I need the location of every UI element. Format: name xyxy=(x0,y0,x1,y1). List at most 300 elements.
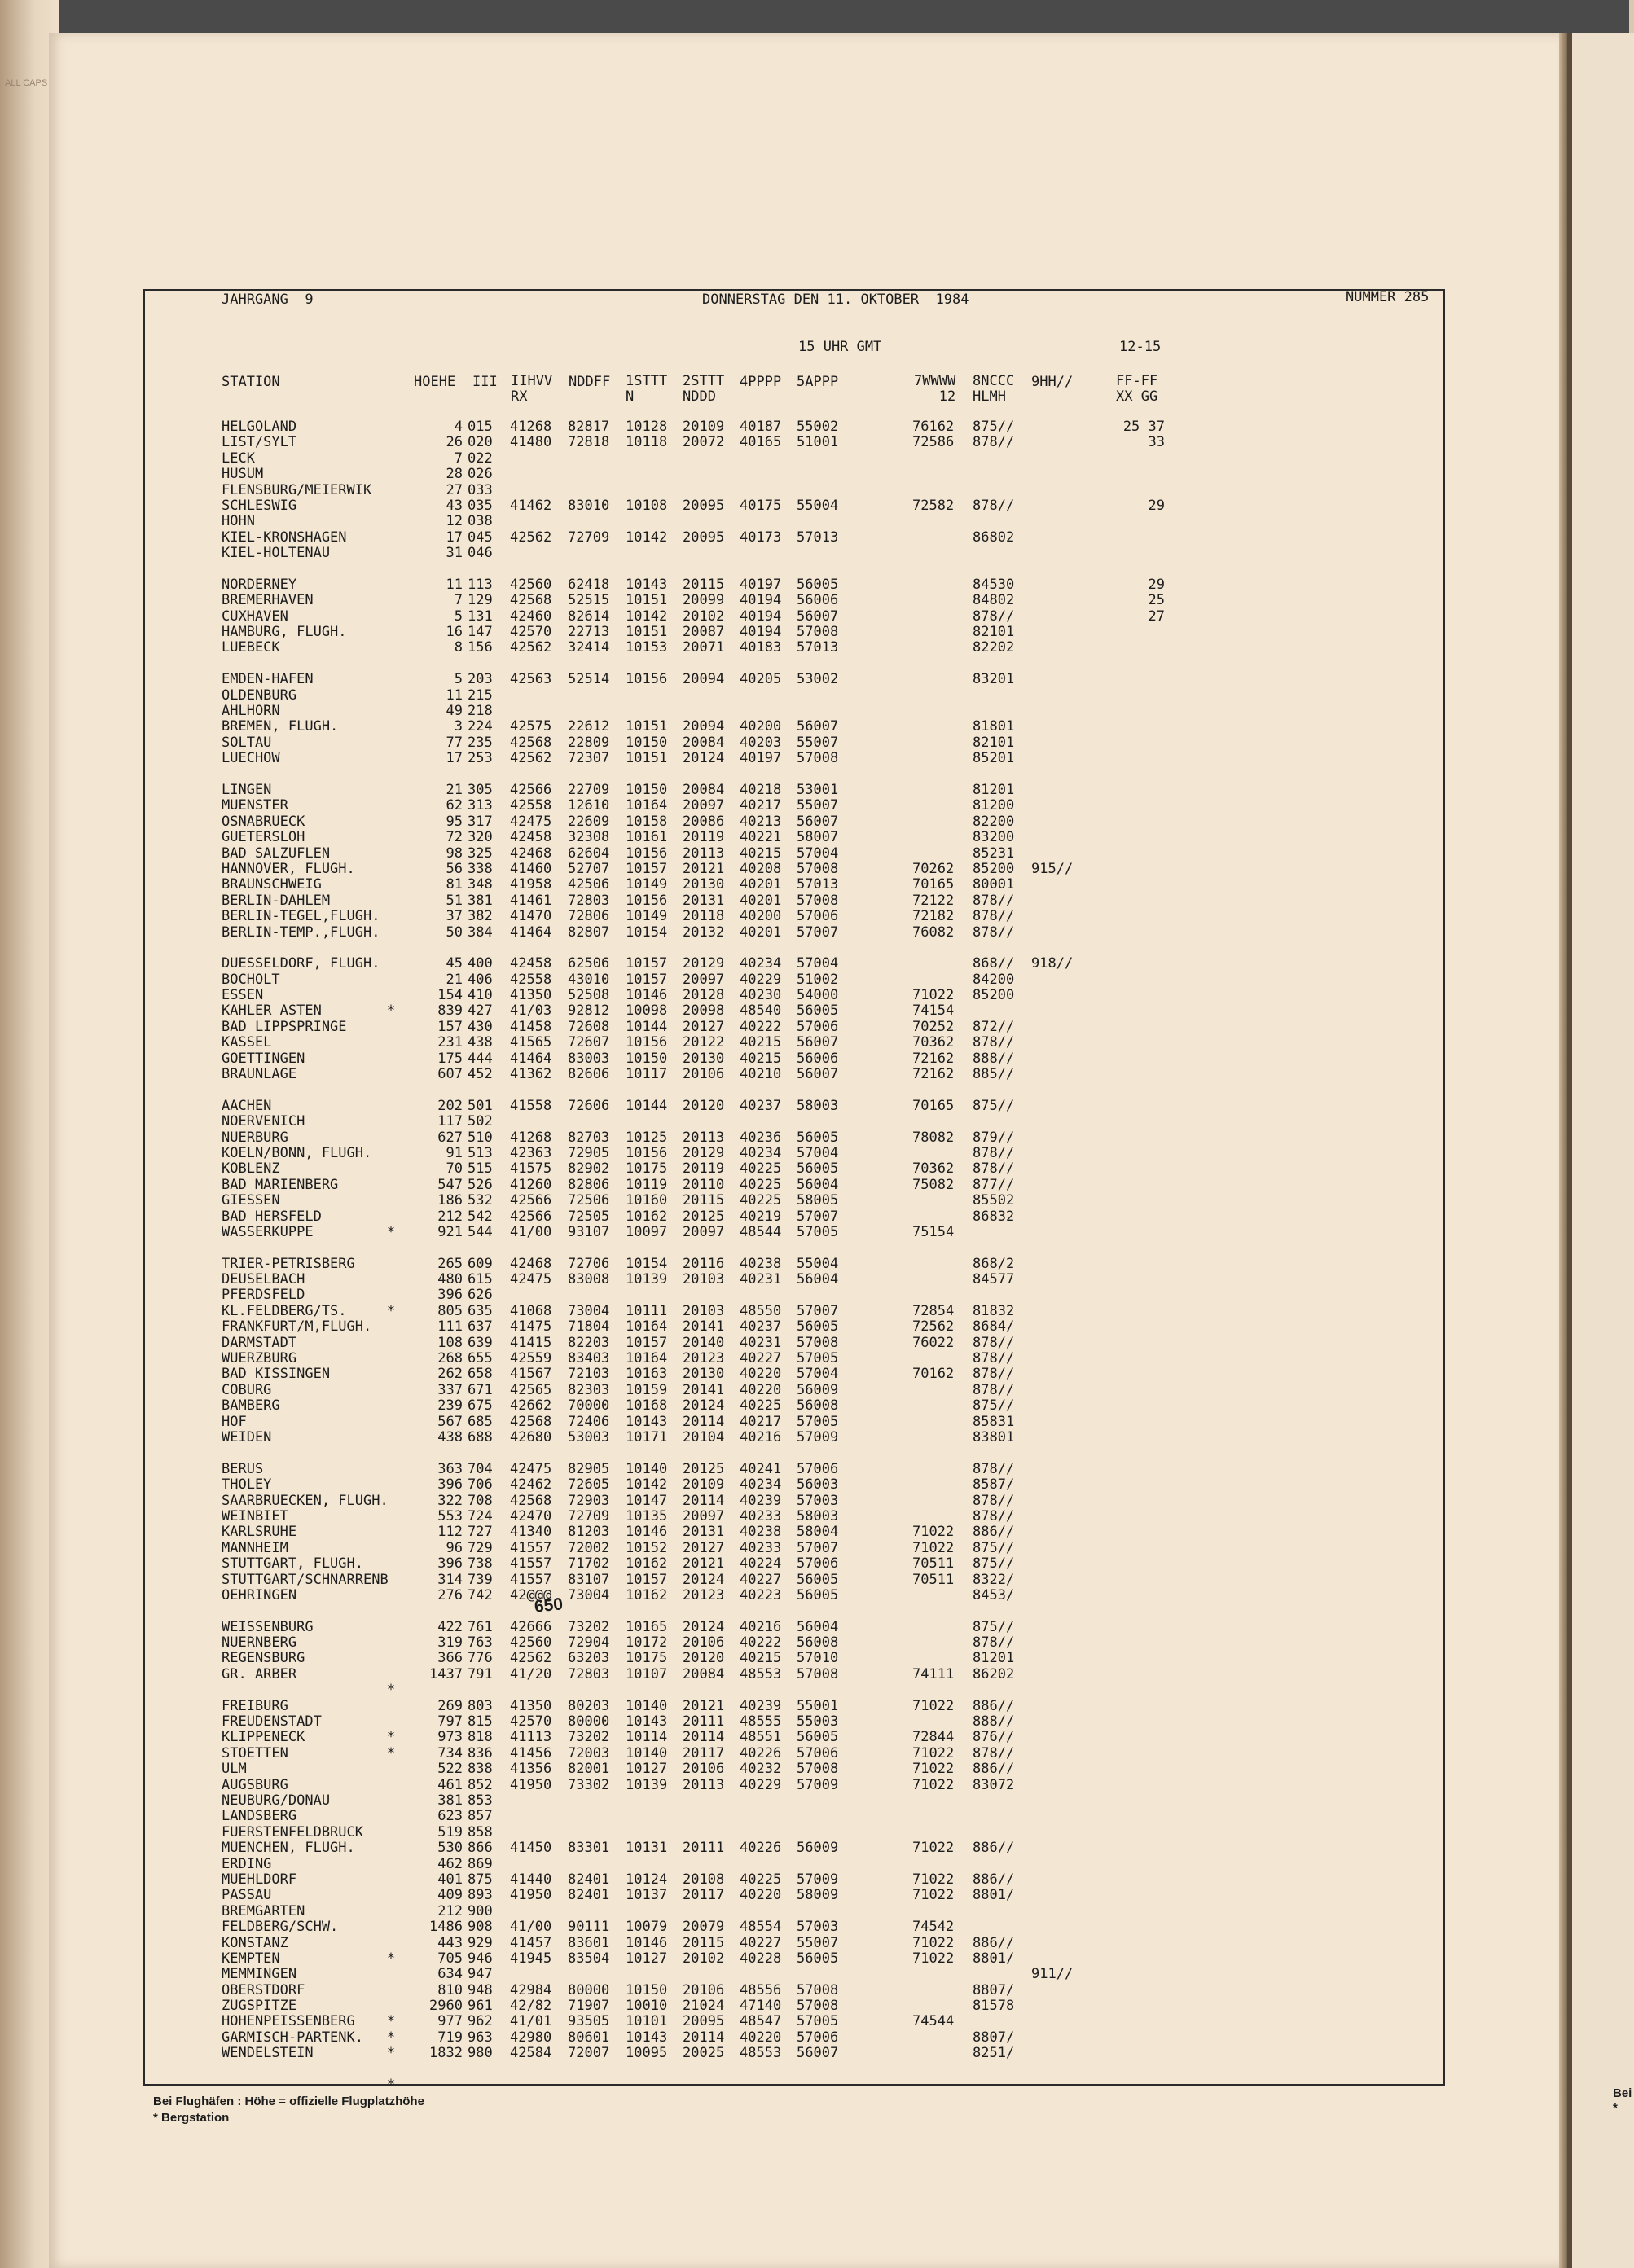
7wwww-cell: 70511 xyxy=(912,1571,955,1588)
nddff-cell: 83003 xyxy=(568,1050,610,1067)
4pppp-cell: 40173 xyxy=(740,529,782,546)
ffff-cell xyxy=(1106,1051,1165,1067)
ffff-cell xyxy=(1106,814,1165,830)
4pppp-cell: 40239 xyxy=(740,1492,782,1509)
iihvv-cell: 42566 xyxy=(510,781,552,798)
berg-marker xyxy=(383,846,399,862)
7wwww-cell xyxy=(912,467,954,482)
iii-cell: 675 xyxy=(468,1397,493,1415)
1sttt-cell xyxy=(626,1904,667,1919)
2sttt-cell: 20128 xyxy=(683,987,725,1004)
berg-marker xyxy=(383,735,399,751)
4pppp-cell: 40175 xyxy=(740,497,782,514)
8nccc-cell: 885// xyxy=(973,1066,1015,1083)
2sttt-cell: 20132 xyxy=(683,923,725,941)
4pppp-cell: 40183 xyxy=(740,639,782,656)
1sttt-cell xyxy=(626,1603,667,1619)
4pppp-cell: 40233 xyxy=(740,1507,782,1524)
9hh-cell xyxy=(1031,577,1073,593)
iii-cell: 215 xyxy=(468,687,493,704)
berg-marker xyxy=(383,1020,399,1035)
ffff-cell xyxy=(1106,1082,1165,1098)
hoehe-cell: 409 xyxy=(437,1887,463,1904)
ffff-cell xyxy=(1106,1509,1165,1524)
4pppp-cell: 40216 xyxy=(740,1618,782,1635)
5appp-cell xyxy=(797,688,838,704)
9hh-cell xyxy=(1031,814,1073,830)
berg-marker xyxy=(383,688,399,704)
ffff-cell xyxy=(1106,1603,1165,1619)
ffff-cell xyxy=(1106,1067,1165,1082)
iii-cell: 381 xyxy=(468,892,493,909)
iii-cell: 858 xyxy=(468,1823,493,1840)
8nccc-cell xyxy=(973,1114,1014,1130)
iihvv-cell: 42984 xyxy=(510,1981,552,1998)
iii-cell: 947 xyxy=(468,1966,493,1983)
ffff-cell xyxy=(1106,530,1165,546)
nddff-cell xyxy=(568,1082,609,1098)
station-name: NORDERNEY xyxy=(222,576,297,593)
7wwww-cell xyxy=(912,1998,954,2014)
nddff-cell: 81203 xyxy=(568,1524,610,1541)
9hh-cell xyxy=(1031,1620,1073,1635)
iihvv-cell: 42584 xyxy=(510,2045,552,2062)
4pppp-cell xyxy=(740,451,781,467)
nddff-cell: 90111 xyxy=(568,1919,610,1936)
nddff-cell: 72406 xyxy=(568,1413,610,1430)
station-name: KOBLENZ xyxy=(222,1160,280,1178)
1sttt-cell: 10127 xyxy=(626,1950,668,1967)
7wwww-cell xyxy=(912,1793,954,1809)
nddff-cell: 73004 xyxy=(568,1302,610,1319)
4pppp-cell xyxy=(740,704,781,719)
hoehe-cell xyxy=(407,1082,463,1098)
7wwww-cell xyxy=(912,1967,954,1982)
4pppp-cell: 40220 xyxy=(740,1366,782,1383)
iii-cell: 382 xyxy=(468,908,493,925)
station-name: COBURG xyxy=(222,1381,272,1398)
1sttt-cell: 10095 xyxy=(626,2045,668,2062)
7wwww-cell: 70362 xyxy=(912,1034,955,1051)
hoehe-cell: 396 xyxy=(437,1476,463,1494)
2sttt-cell: 20097 xyxy=(683,797,725,814)
berg-marker xyxy=(383,419,399,435)
header-nddff: NDDFF xyxy=(569,374,611,390)
4pppp-cell: 40208 xyxy=(740,860,782,877)
ffff-cell xyxy=(1106,1682,1165,1698)
hoehe-cell: 37 xyxy=(446,908,463,925)
2sttt-cell: 20120 xyxy=(683,1097,725,1114)
7wwww-cell xyxy=(912,1082,954,1098)
2sttt-cell: 20130 xyxy=(683,876,725,893)
9hh-cell xyxy=(1031,451,1073,467)
iii-cell: 502 xyxy=(468,1113,493,1130)
4pppp-cell: 48555 xyxy=(740,1713,782,1731)
station-name: GOETTINGEN xyxy=(222,1050,305,1067)
volume-label: JAHRGANG 9 xyxy=(222,292,314,308)
iihvv-cell xyxy=(510,467,551,482)
8nccc-cell xyxy=(973,1857,1014,1872)
iihvv-cell: 41/00 xyxy=(510,1223,552,1240)
ffff-cell xyxy=(1106,972,1165,988)
hoehe-cell: 623 xyxy=(437,1808,463,1825)
4pppp-cell: 40197 xyxy=(740,750,782,767)
2sttt-cell: 20117 xyxy=(683,1744,725,1761)
4pppp-cell: 40194 xyxy=(740,592,782,609)
8nccc-cell: 878// xyxy=(973,1034,1015,1051)
7wwww-cell: 71022 xyxy=(912,1887,955,1904)
nddff-cell: 71702 xyxy=(568,1555,610,1573)
2sttt-cell xyxy=(683,656,724,672)
station-name xyxy=(222,656,389,672)
7wwww-cell xyxy=(912,483,954,498)
nddff-cell: 72003 xyxy=(568,1744,610,1761)
4pppp-cell: 40217 xyxy=(740,1413,782,1430)
ffff-cell xyxy=(1106,1398,1165,1414)
iii-cell xyxy=(468,1240,493,1256)
iii-cell: 704 xyxy=(468,1460,493,1477)
4pppp-cell xyxy=(740,1967,781,1982)
2sttt-cell: 20116 xyxy=(683,1255,725,1272)
2sttt-cell: 20087 xyxy=(683,624,725,641)
1sttt-cell: 10160 xyxy=(626,1192,668,1209)
iii-cell: 626 xyxy=(468,1287,493,1304)
header-4pppp: 4PPPP xyxy=(740,374,782,390)
1sttt-cell: 10157 xyxy=(626,1571,668,1588)
4pppp-cell: 40210 xyxy=(740,1066,782,1083)
8nccc-cell: 84200 xyxy=(973,971,1015,988)
1sttt-cell xyxy=(626,704,667,719)
header-station: STATION xyxy=(222,374,280,390)
nddff-cell: 73202 xyxy=(568,1729,610,1746)
hoehe-cell: 3 xyxy=(454,718,463,735)
8nccc-cell: 886// xyxy=(973,1761,1015,1778)
8nccc-cell xyxy=(973,1003,1014,1019)
column-hoehe xyxy=(407,419,463,2062)
iii-cell: 980 xyxy=(468,2045,493,2062)
1sttt-cell: 10151 xyxy=(626,624,668,641)
iii-cell: 038 xyxy=(468,513,493,530)
iii-cell: 325 xyxy=(468,844,493,862)
2sttt-cell: 20113 xyxy=(683,1129,725,1146)
2sttt-cell xyxy=(683,767,724,783)
berg-marker xyxy=(383,1398,399,1414)
ffff-cell xyxy=(1106,1114,1165,1130)
iii-cell: 671 xyxy=(468,1381,493,1398)
hoehe-cell: 337 xyxy=(437,1381,463,1398)
1sttt-cell: 10139 xyxy=(626,1776,668,1793)
hoehe-cell: 553 xyxy=(437,1507,463,1524)
2sttt-cell: 20127 xyxy=(683,1539,725,1556)
nddff-cell: 72803 xyxy=(568,1665,610,1682)
5appp-cell: 57013 xyxy=(797,529,839,546)
1sttt-cell: 10162 xyxy=(626,1555,668,1573)
iihvv-cell: 41958 xyxy=(510,876,552,893)
9hh-cell xyxy=(1031,1035,1073,1051)
7wwww-cell: 72586 xyxy=(912,434,955,451)
1sttt-cell: 10118 xyxy=(626,434,668,451)
hoehe-cell: 921 xyxy=(437,1223,463,1240)
7wwww-cell xyxy=(912,609,954,625)
hoehe-cell: 607 xyxy=(437,1066,463,1083)
2sttt-cell xyxy=(683,562,724,577)
hoehe-cell xyxy=(407,941,463,956)
nddff-cell: 83504 xyxy=(568,1950,610,1967)
iii-cell: 020 xyxy=(468,434,493,451)
berg-marker xyxy=(383,814,399,830)
berg-marker xyxy=(383,577,399,593)
2sttt-cell: 20094 xyxy=(683,718,725,735)
iii-cell: 908 xyxy=(468,1919,493,1936)
berg-marker xyxy=(383,1209,399,1225)
iii-cell: 438 xyxy=(468,1034,493,1051)
5appp-cell xyxy=(797,1793,838,1809)
1sttt-cell: 10149 xyxy=(626,908,668,925)
2sttt-cell xyxy=(683,514,724,529)
iihvv-cell xyxy=(510,1809,551,1824)
iihvv-cell: 42475 xyxy=(510,1460,552,1477)
9hh-cell xyxy=(1031,1462,1073,1477)
4pppp-cell xyxy=(740,688,781,704)
berg-marker xyxy=(383,798,399,814)
2sttt-cell: 20079 xyxy=(683,1919,725,1936)
berg-marker xyxy=(383,1620,399,1635)
5appp-cell: 56009 xyxy=(797,1840,839,1857)
hoehe-cell: 322 xyxy=(437,1492,463,1509)
8nccc-cell: 878// xyxy=(973,1144,1015,1161)
iii-cell: 948 xyxy=(468,1981,493,1998)
iihvv-cell: 42460 xyxy=(510,608,552,625)
iii-cell xyxy=(468,1445,493,1461)
berg-marker xyxy=(383,1114,399,1130)
iii-cell: 338 xyxy=(468,860,493,877)
9hh-cell xyxy=(1031,909,1073,924)
berg-marker: * xyxy=(386,1302,396,1319)
iihvv-cell: 42@@@ xyxy=(510,1586,552,1603)
iihvv-cell: 41/01 xyxy=(510,2013,552,2030)
hoehe-cell: 443 xyxy=(437,1934,463,1951)
9hh-cell xyxy=(1031,2109,1073,2125)
5appp-cell xyxy=(797,1240,838,1256)
station-name: MEMMINGEN xyxy=(222,1966,297,1983)
hoehe-cell: 51 xyxy=(446,892,463,909)
1sttt-cell: 10156 xyxy=(626,1034,668,1051)
iihvv-cell: 41458 xyxy=(510,1018,552,1035)
berg-marker xyxy=(383,862,399,877)
7wwww-cell: 72854 xyxy=(912,1302,955,1319)
5appp-cell: 56004 xyxy=(797,1176,839,1193)
5appp-cell: 56005 xyxy=(797,576,839,593)
7wwww-cell xyxy=(912,1462,954,1477)
ffff-cell xyxy=(1106,1288,1165,1303)
9hh-cell xyxy=(1031,751,1073,766)
2sttt-cell: 20106 xyxy=(683,1634,725,1652)
scanner-background xyxy=(0,0,1629,33)
iihvv-cell: 42563 xyxy=(510,671,552,688)
berg-marker xyxy=(383,1541,399,1556)
8nccc-cell: 82202 xyxy=(973,639,1015,656)
station-name: DUESSELDORF, FLUGH. xyxy=(222,955,380,972)
iii-cell: 875 xyxy=(468,1871,493,1888)
9hh-cell xyxy=(1031,2125,1073,2140)
1sttt-cell: 10164 xyxy=(626,1318,668,1336)
1sttt-cell: 10163 xyxy=(626,1366,668,1383)
7wwww-cell xyxy=(912,1603,954,1619)
2sttt-cell xyxy=(683,1240,724,1256)
iii-cell: 348 xyxy=(468,876,493,893)
7wwww-cell xyxy=(912,1288,954,1303)
station-name: MANNHEIM xyxy=(222,1539,288,1556)
5appp-cell: 55001 xyxy=(797,1697,839,1714)
4pppp-cell: 40220 xyxy=(740,1887,782,1904)
hoehe-cell: 461 xyxy=(437,1776,463,1793)
iii-cell: 444 xyxy=(468,1050,493,1067)
9hh-cell xyxy=(1031,688,1073,704)
column-berg-marker xyxy=(383,419,399,2093)
8nccc-cell: 80001 xyxy=(973,876,1015,893)
1sttt-cell: 10146 xyxy=(626,1524,668,1541)
ffff-cell xyxy=(1106,656,1165,672)
1sttt-cell: 10150 xyxy=(626,1050,668,1067)
iii-cell: 706 xyxy=(468,1476,493,1494)
iihvv-cell: 42475 xyxy=(510,813,552,830)
7wwww-cell: 72162 xyxy=(912,1050,955,1067)
observation-time: 15 UHR GMT xyxy=(798,339,882,355)
nddff-cell xyxy=(568,1825,609,1840)
nddff-cell xyxy=(568,767,609,783)
station-name: KAHLER ASTEN xyxy=(222,1002,322,1020)
2sttt-cell xyxy=(683,688,724,704)
2sttt-cell xyxy=(683,1904,724,1919)
7wwww-cell xyxy=(912,2046,954,2061)
2sttt-cell xyxy=(683,483,724,498)
2sttt-cell xyxy=(683,1809,724,1824)
hoehe-cell: 212 xyxy=(437,1902,463,1919)
berg-marker xyxy=(383,767,399,783)
iii-cell xyxy=(468,1682,493,1698)
berg-marker xyxy=(383,1778,399,1793)
station-name: WENDELSTEIN xyxy=(222,2045,314,2062)
nddff-cell: 82606 xyxy=(568,1066,610,1083)
5appp-cell: 57010 xyxy=(797,1650,839,1667)
iihvv-cell xyxy=(510,704,551,719)
iihvv-cell: 41440 xyxy=(510,1871,552,1888)
hoehe-cell: 734 xyxy=(437,1744,463,1761)
header-2sttt: 2STTT NDDD xyxy=(683,373,725,405)
7wwww-cell: 71022 xyxy=(912,1539,955,1556)
2sttt-cell: 20111 xyxy=(683,1713,725,1731)
2sttt-cell: 20109 xyxy=(683,419,725,435)
4pppp-cell xyxy=(740,467,781,482)
iii-cell: 022 xyxy=(468,450,493,467)
hoehe-cell: 5 xyxy=(454,608,463,625)
5appp-cell: 56004 xyxy=(797,1271,839,1288)
9hh-cell xyxy=(1031,1682,1073,1698)
berg-marker xyxy=(383,1257,399,1272)
1sttt-cell xyxy=(626,941,667,956)
handwritten-correction: 650 xyxy=(533,1595,564,1617)
ffff-cell xyxy=(1106,1872,1165,1888)
9hh-cell xyxy=(1031,2030,1073,2046)
7wwww-cell: 72562 xyxy=(912,1318,955,1336)
iii-cell: 900 xyxy=(468,1902,493,1919)
1sttt-cell: 10124 xyxy=(626,1871,668,1888)
nddff-cell: 72505 xyxy=(568,1208,610,1225)
2sttt-cell: 20140 xyxy=(683,1334,725,1351)
hoehe-cell: 396 xyxy=(437,1555,463,1573)
5appp-cell: 57008 xyxy=(797,860,839,877)
7wwww-cell xyxy=(912,514,954,529)
iihvv-cell xyxy=(510,688,551,704)
iii-cell: 203 xyxy=(468,671,493,688)
8nccc-cell: 875// xyxy=(973,419,1015,435)
8nccc-cell: 85200 xyxy=(973,987,1015,1004)
2sttt-cell: 20113 xyxy=(683,844,725,862)
station-name: PASSAU xyxy=(222,1887,272,1904)
5appp-cell: 57005 xyxy=(797,1413,839,1430)
7wwww-cell: 72582 xyxy=(912,497,955,514)
iii-cell: 776 xyxy=(468,1650,493,1667)
2sttt-cell: 20114 xyxy=(683,1492,725,1509)
berg-marker xyxy=(383,909,399,924)
station-name: BAMBERG xyxy=(222,1397,280,1415)
hoehe-cell: 805 xyxy=(437,1302,463,1319)
5appp-cell: 57007 xyxy=(797,1539,839,1556)
8nccc-cell: 81200 xyxy=(973,797,1015,814)
4pppp-cell: 40203 xyxy=(740,734,782,751)
berg-marker xyxy=(383,530,399,546)
berg-marker xyxy=(383,1761,399,1777)
nddff-cell xyxy=(568,1114,609,1130)
column-4pppp xyxy=(740,419,781,2062)
nddff-cell: 82303 xyxy=(568,1381,610,1398)
ffff-cell xyxy=(1106,893,1165,909)
ffff-cell xyxy=(1106,877,1165,893)
5appp-cell: 57008 xyxy=(797,892,839,909)
ffff-cell xyxy=(1106,1240,1165,1256)
iihvv-cell: 42575 xyxy=(510,718,552,735)
nddff-cell: 42506 xyxy=(568,876,610,893)
nddff-cell: 22809 xyxy=(568,734,610,751)
ffff-cell xyxy=(1106,483,1165,498)
8nccc-cell xyxy=(973,688,1014,704)
8nccc-cell: 875// xyxy=(973,1618,1015,1635)
ffff-cell xyxy=(1106,798,1165,814)
1sttt-cell: 10175 xyxy=(626,1650,668,1667)
2sttt-cell: 20114 xyxy=(683,2029,725,2046)
9hh-cell xyxy=(1031,735,1073,751)
4pppp-cell: 40201 xyxy=(740,876,782,893)
ffff-cell: 29 xyxy=(1148,576,1165,593)
berg-marker xyxy=(383,546,399,561)
9hh-cell xyxy=(1031,593,1073,608)
berg-marker xyxy=(383,1051,399,1067)
5appp-cell xyxy=(797,1603,838,1619)
1sttt-cell: 10127 xyxy=(626,1761,668,1778)
5appp-cell xyxy=(797,1904,838,1919)
4pppp-cell xyxy=(740,1825,781,1840)
iihvv-cell xyxy=(510,656,551,672)
7wwww-cell xyxy=(912,1682,954,1698)
7wwww-cell xyxy=(912,562,954,577)
berg-marker xyxy=(383,625,399,640)
8nccc-cell: 8251/ xyxy=(973,2045,1015,2062)
station-name xyxy=(222,1445,389,1461)
berg-marker xyxy=(383,972,399,988)
iihvv-cell: 41462 xyxy=(510,497,552,514)
hoehe-cell: 519 xyxy=(437,1823,463,1840)
hoehe-cell: 50 xyxy=(446,923,463,941)
